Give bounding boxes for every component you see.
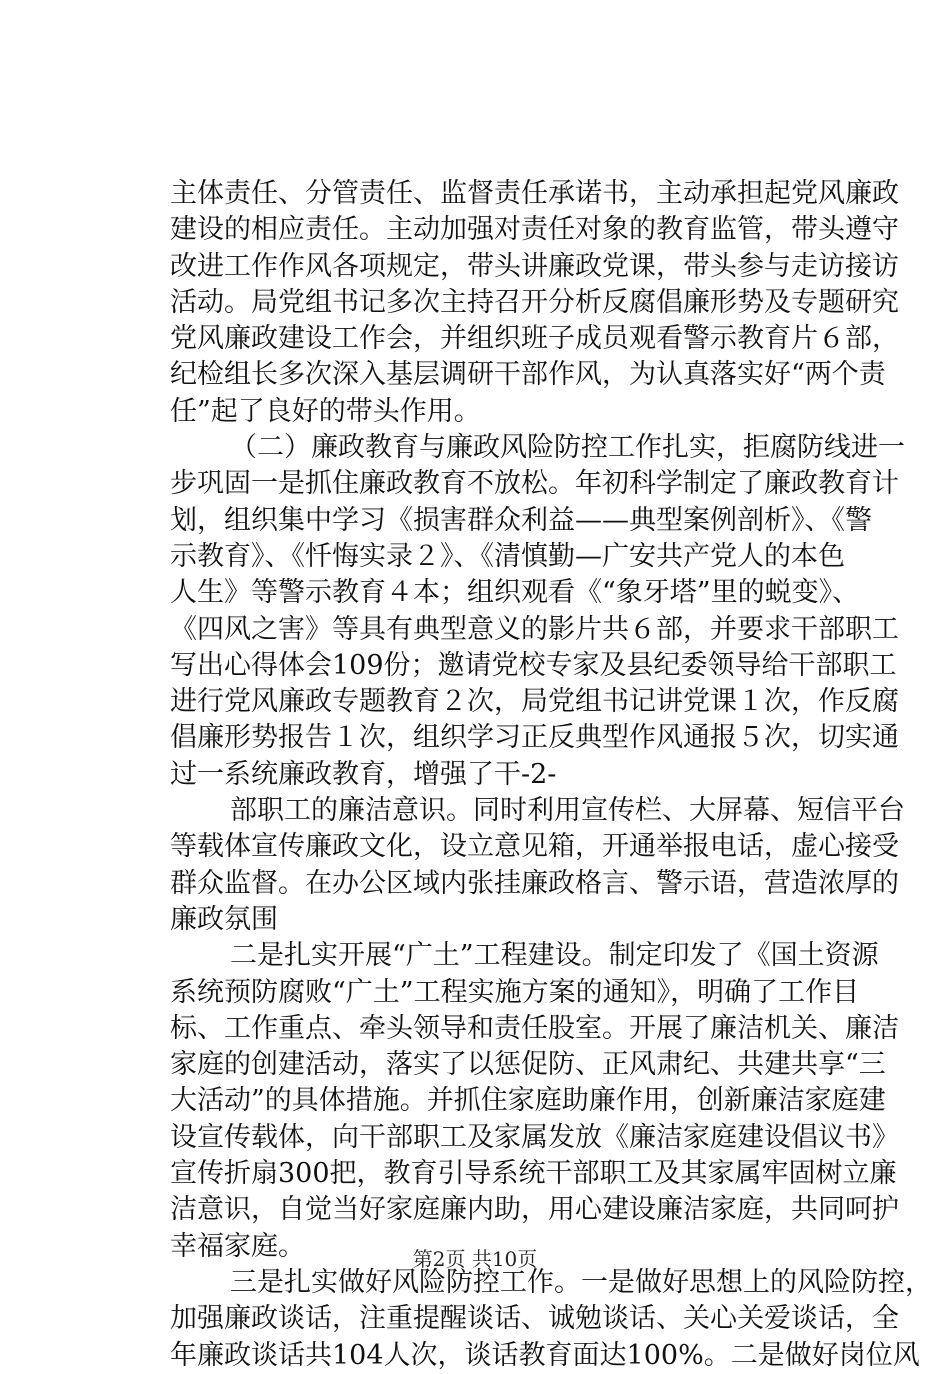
text-line: 家庭的创建活动，落实了以惩促防、正风肃纪、共建共享“三	[170, 1049, 886, 1081]
text-line: 标、工作重点、牵头领导和责任股室。开展了廉洁机关、廉洁	[170, 1012, 899, 1044]
text-line: 《四风之害》等具有典型意义的影片共６部，并要求干部职工	[170, 613, 899, 645]
text-line: 人生》等警示教育４本；组织观看《“象牙塔”里的蜕变》、	[170, 577, 860, 609]
text-line: 党风廉政建设工作会，并组织班子成员观看警示教育片６部，	[170, 323, 899, 355]
text-line: 年廉政谈话共104人次，谈话教育面达100%。二是做好岗位风	[170, 1339, 920, 1371]
body-text	[170, 176, 932, 1374]
text-line: 廉政氛围	[170, 903, 278, 935]
text-line: 倡廉形势报告１次，组织学习正反典型作风通报５次，切实通	[170, 722, 899, 754]
text-line: 任”起了良好的带头作用。	[170, 395, 481, 427]
text-line: 系统预防腐败“广土”工程实施方案的通知》，明确了工作目	[170, 976, 860, 1008]
text-line: 示教育》、《忏悔实录２》、《清慎勤—广安共产党人的本色	[170, 540, 845, 572]
text-line: 活动。局党组书记多次主持召开分析反腐倡廉形势及专题研究	[170, 286, 899, 318]
text-line: 大活动”的具体措施。并抓住家庭助廉作用，创新廉洁家庭建	[170, 1085, 886, 1117]
text-line: 写出心得体会109份；邀请党校专家及县纪委领导给干部职工	[170, 649, 897, 681]
text-line: 三是扎实做好风险防控工作。一是做好思想上的风险防控，	[230, 1266, 932, 1298]
text-line: 纪检组长多次深入基层调研干部作风，为认真落实好“两个责	[170, 359, 886, 391]
text-line: 幸福家庭。	[170, 1230, 305, 1262]
text-line: 洁意识，自觉当好家庭廉内助，用心建设廉洁家庭，共同呵护	[170, 1194, 899, 1226]
text-line: 宣传折扇300把，教育引导系统干部职工及其家属牢固树立廉	[170, 1158, 897, 1190]
text-line: 建设的相应责任。主动加强对责任对象的教育监管，带头遵守	[170, 214, 899, 246]
text-line: 步巩固一是抓住廉政教育不放松。年初科学制定了廉政教育计	[170, 468, 899, 500]
text-line: 划，组织集中学习《损害群众利益——典型案例剖析》、《警	[170, 504, 872, 536]
text-line: 设宣传载体，向干部职工及家属发放《廉洁家庭建设倡议书》	[170, 1121, 899, 1153]
text-line: （二）廉政教育与廉政风险防控工作扎实，拒腐防线进一	[230, 432, 905, 464]
text-line: 主体责任、分管责任、监督责任承诺书，主动承担起党风廉政	[170, 178, 899, 209]
text-line: 过一系统廉政教育，增强了干-2-	[170, 758, 557, 790]
text-line: 改进工作作风各项规定，带头讲廉政党课，带头参与走访接访	[170, 250, 899, 282]
text-line: 群众监督。在办公区域内张挂廉政格言、警示语，营造浓厚的	[170, 867, 899, 899]
text-line: 部职工的廉洁意识。同时利用宣传栏、大屏幕、短信平台	[230, 795, 905, 827]
text-line: 等载体宣传廉政文化，设立意见箱，开通举报电话，虚心接受	[170, 831, 899, 863]
text-line: 加强廉政谈话，注重提醒谈话、诚勉谈话、关心关爱谈话，全	[170, 1303, 899, 1335]
text-line: 进行党风廉政专题教育２次，局党组书记讲党课１次，作反腐	[170, 686, 899, 718]
text-line: 二是扎实开展“广土”工程建设。制定印发了《国土资源	[230, 940, 879, 972]
page-footer: 第2页 共10页	[412, 1247, 538, 1271]
